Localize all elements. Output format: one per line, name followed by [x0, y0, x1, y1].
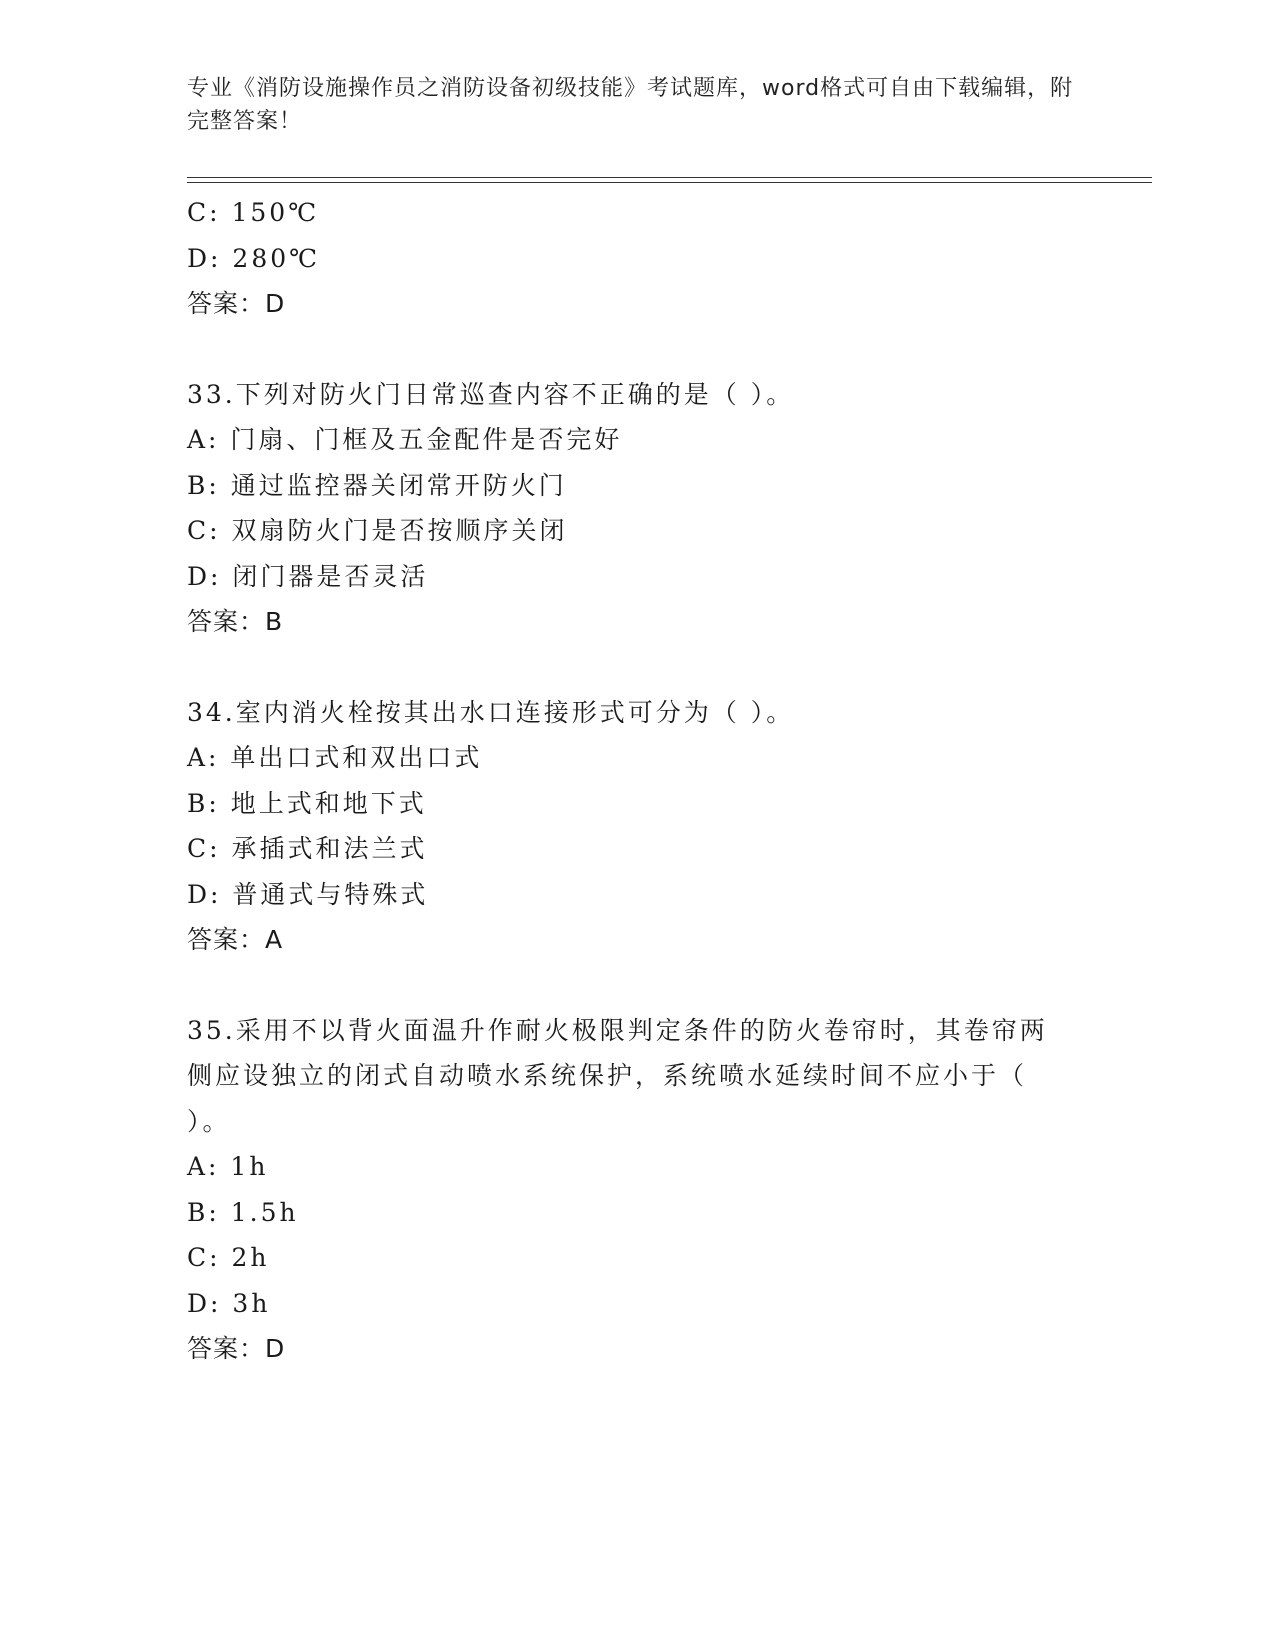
answer: 答案：D [187, 1334, 286, 1363]
answer: 答案：B [187, 607, 284, 636]
question-stem: 35.采用不以背火面温升作耐火极限判定条件的防火卷帘时，其卷帘两侧应设独立的闭式自动喷水系统保护，系统喷水延续时间不应小于（ ）。 [187, 1015, 1048, 1136]
option-a: A: 单出口式和双出口式 [187, 743, 483, 772]
option-a: A: 1h [187, 1152, 269, 1181]
question-34 [187, 690, 1087, 963]
answer: 答案：A [187, 925, 284, 954]
option-b: B: 1.5h [187, 1197, 299, 1227]
option-d: D: 3h [187, 1288, 271, 1318]
question-content [187, 190, 1087, 1372]
option-c: C: 2h [187, 1243, 270, 1272]
question-stem: 33.下列对防火门日常巡查内容不正确的是（ ）。 [187, 379, 795, 409]
option-a: A: 门扇、门框及五金配件是否完好 [187, 425, 623, 454]
header-divider-bottom [187, 182, 1152, 183]
option-c: C: 承插式和法兰式 [187, 834, 428, 863]
option-b: B: 通过监控器关闭常开防火门 [187, 470, 567, 500]
header-divider-top [187, 177, 1152, 178]
question-33 [187, 372, 1087, 645]
previous-question-tail [187, 190, 1087, 327]
option-c: C: 150℃ [187, 198, 320, 227]
question-stem: 34.室内消火栓按其出水口连接形式可分为（ ）。 [187, 697, 795, 727]
option-d: D: 闭门器是否灵活 [187, 561, 429, 591]
question-35 [187, 1008, 1087, 1372]
option-d: D: 280℃ [187, 243, 321, 273]
option-c: C: 双扇防火门是否按顺序关闭 [187, 516, 568, 545]
option-b: B: 地上式和地下式 [187, 788, 427, 818]
option-d: D: 普通式与特殊式 [187, 879, 429, 909]
answer: 答案：D [187, 289, 286, 318]
document-header: 专业《消防设施操作员之消防设备初级技能》考试题库，word格式可自由下载编辑，附完整答案！ [187, 76, 1074, 134]
